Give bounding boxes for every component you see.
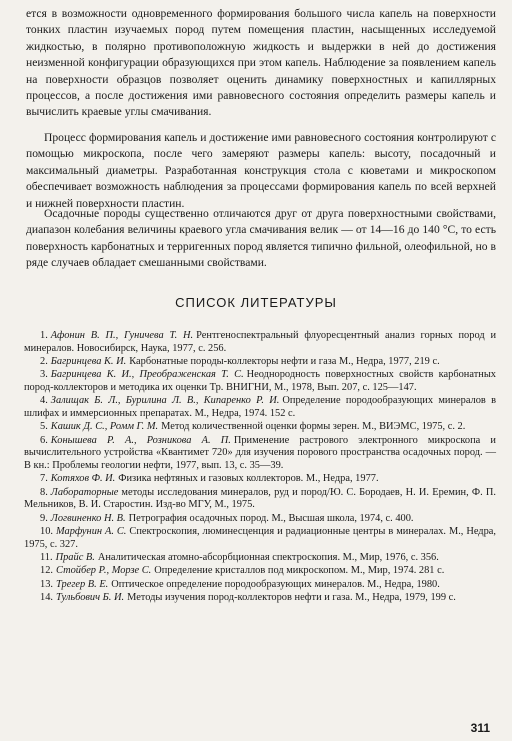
reference-item (24, 487, 496, 512)
reference-text: Применение растрового электронного микроскопа и вычислительного устройства «Квантимет 720» для изучения порового пространства осадочных пород. — В кн.: Проблемы геологии нефти, 1977, вып. 13, с. 35—39. (24, 434, 496, 471)
reference-text: Оптическое определение породообразующих минералов. М., Недра, 1980. (111, 578, 440, 590)
reference-item (24, 369, 496, 394)
body-paragraph: Процесс формирования капель и достижение ими равновесного состояния контролируют с помощью микроскопа, после чего замеряют размеры капель: высоту, посадочный и максимальный диаметры. Разработанная конструкция стола с кюветами и микроскопом обеспечивает возможность наблюдения за процессами формирования капель по всей верхней и нижней поверхности пластин. (26, 131, 496, 210)
reference-author: Багринцева К. И., Преображенская Т. С. (50, 369, 244, 381)
reference-text: Определение породообразующих минералов в шлифах и иммерсионных препаратах. М., Недра, 1974. 152 с. (24, 395, 497, 419)
reference-text: Неоднородность поверхностных свойств карбонатных пород-коллекторов и методика их оценки Тр. ВНИГНИ, М., 1978, Вып. 207, с. 125—147. (24, 369, 496, 393)
reference-number: 14. (40, 592, 53, 604)
body-paragraph: Осадочные породы существенно отличаются друг от друга поверхностными свойствами, диапазон колебания величины краевого угла смачивания велик — от 14—16 до 140 °C, то есть поверхность карбонатных и терригенных пород является типично фильной, олеофильной, но в ряде случаев обладает смешанными свойствами. (26, 207, 496, 270)
reference-item (24, 579, 496, 592)
reference-text: Методы изучения пород-коллекторов нефти и газа. М., Недра, 1979, 199 с. (127, 592, 456, 604)
reference-author: Кашик Д. С., Ромм Г. М. (50, 421, 159, 433)
reference-item (24, 330, 496, 355)
reference-item (24, 435, 496, 473)
reference-text: Физика нефтяных и газовых коллекторов. М., Недра, 1977. (118, 473, 379, 485)
reference-item (24, 421, 496, 434)
reference-item (24, 356, 496, 369)
reference-item (24, 513, 496, 526)
reference-author: Залищак Б. Л., Бурилина Л. В., Кипаренко Р. И. (50, 395, 280, 407)
references-heading: СПИСОК ЛИТЕРАТУРЫ (175, 295, 337, 310)
reference-number: 11. (40, 552, 53, 564)
reference-text: методы исследования минералов, руд и пород/Ю. С. Бородаев, Н. И. Еремин, Ф. П. Мельников, В. И. Старостин. Изд-во МГУ, М., 1975. (24, 486, 496, 511)
reference-item (24, 565, 496, 578)
reference-number: 8. (40, 486, 48, 498)
reference-author: Стойбер Р., Морзе С. (56, 565, 152, 577)
reference-number: 12. (40, 565, 53, 577)
page-number: 311 (470, 721, 490, 735)
reference-text: Аналитическая атомно-абсорбционная спектроскопия. М., Мир, 1976, с. 356. (97, 552, 439, 564)
reference-item (24, 592, 496, 605)
reference-item (24, 473, 496, 486)
reference-text: Карбонатные породы-коллекторы нефти и газа М., Недра, 1977, 219 с. (129, 355, 440, 367)
reference-number: 3. (40, 369, 48, 381)
reference-author: Котяхов Ф. И. (50, 473, 116, 485)
reference-text: Метод количественной оценки формы зерен. М., ВИЭМС, 1975, с. 2. (161, 421, 466, 433)
reference-item (24, 395, 496, 420)
reference-list (24, 330, 496, 606)
reference-number: 2. (40, 355, 48, 367)
reference-author: Логвиненко Н. В. (50, 512, 126, 524)
reference-author: Багринцева К. И. (50, 355, 127, 367)
reference-author: Трегер В. Е. (56, 578, 109, 590)
reference-number: 1. (40, 330, 48, 341)
reference-item (24, 526, 496, 551)
reference-author: Лабораторные (50, 486, 119, 498)
reference-author: Прайс В. (55, 552, 95, 564)
reference-number: 4. (40, 395, 48, 407)
reference-text: Петрография осадочных пород. М., Высшая школа, 1974, с. 400. (128, 512, 414, 524)
reference-number: 13. (40, 578, 53, 590)
body-paragraph: ется в возможности одновременного формирования большого числа капель на поверхности тонких пластин изучаемых пород путем помещения пластин, насыщенных исследуемой жидкостью, в полярно противоположную жидкость и выдержки в ней до достижения неизменной конфигурации образующихся при этом капель. Наблюдение за появлением капель на поверхности образцов позволяет оценить динамику поверхностных и капиллярных процессов, а после достижения ими равновесного состояния определить размеры капель и вычислить краевые углы смачивания. (26, 7, 496, 119)
reference-number: 10. (40, 526, 53, 538)
reference-number: 7. (40, 473, 48, 485)
reference-number: 5. (40, 421, 48, 433)
reference-author: Марфунин А. С. (56, 526, 127, 538)
reference-number: 6. (40, 434, 48, 446)
reference-author: Афонин В. П., Гуничева Т. Н. (50, 330, 194, 341)
reference-text: Спектроскопия, люминесценция и радиационные центры в минералах. М., Недра, 1975, с. 327. (24, 526, 497, 550)
reference-text: Рентгеноспектральный флуоресцентный анализ горных пород и минералов. Новосибирск, Наука, 1977, с. 256. (24, 330, 497, 354)
reference-number: 9. (40, 512, 48, 524)
reference-author: Тульбович Б. И. (56, 592, 125, 604)
reference-text: Определение кристаллов под микроскопом. М., Мир, 1974. 281 с. (154, 565, 445, 577)
reference-author: Конышева Р. А., Розникова А. П. (50, 434, 231, 446)
reference-item (24, 552, 496, 565)
